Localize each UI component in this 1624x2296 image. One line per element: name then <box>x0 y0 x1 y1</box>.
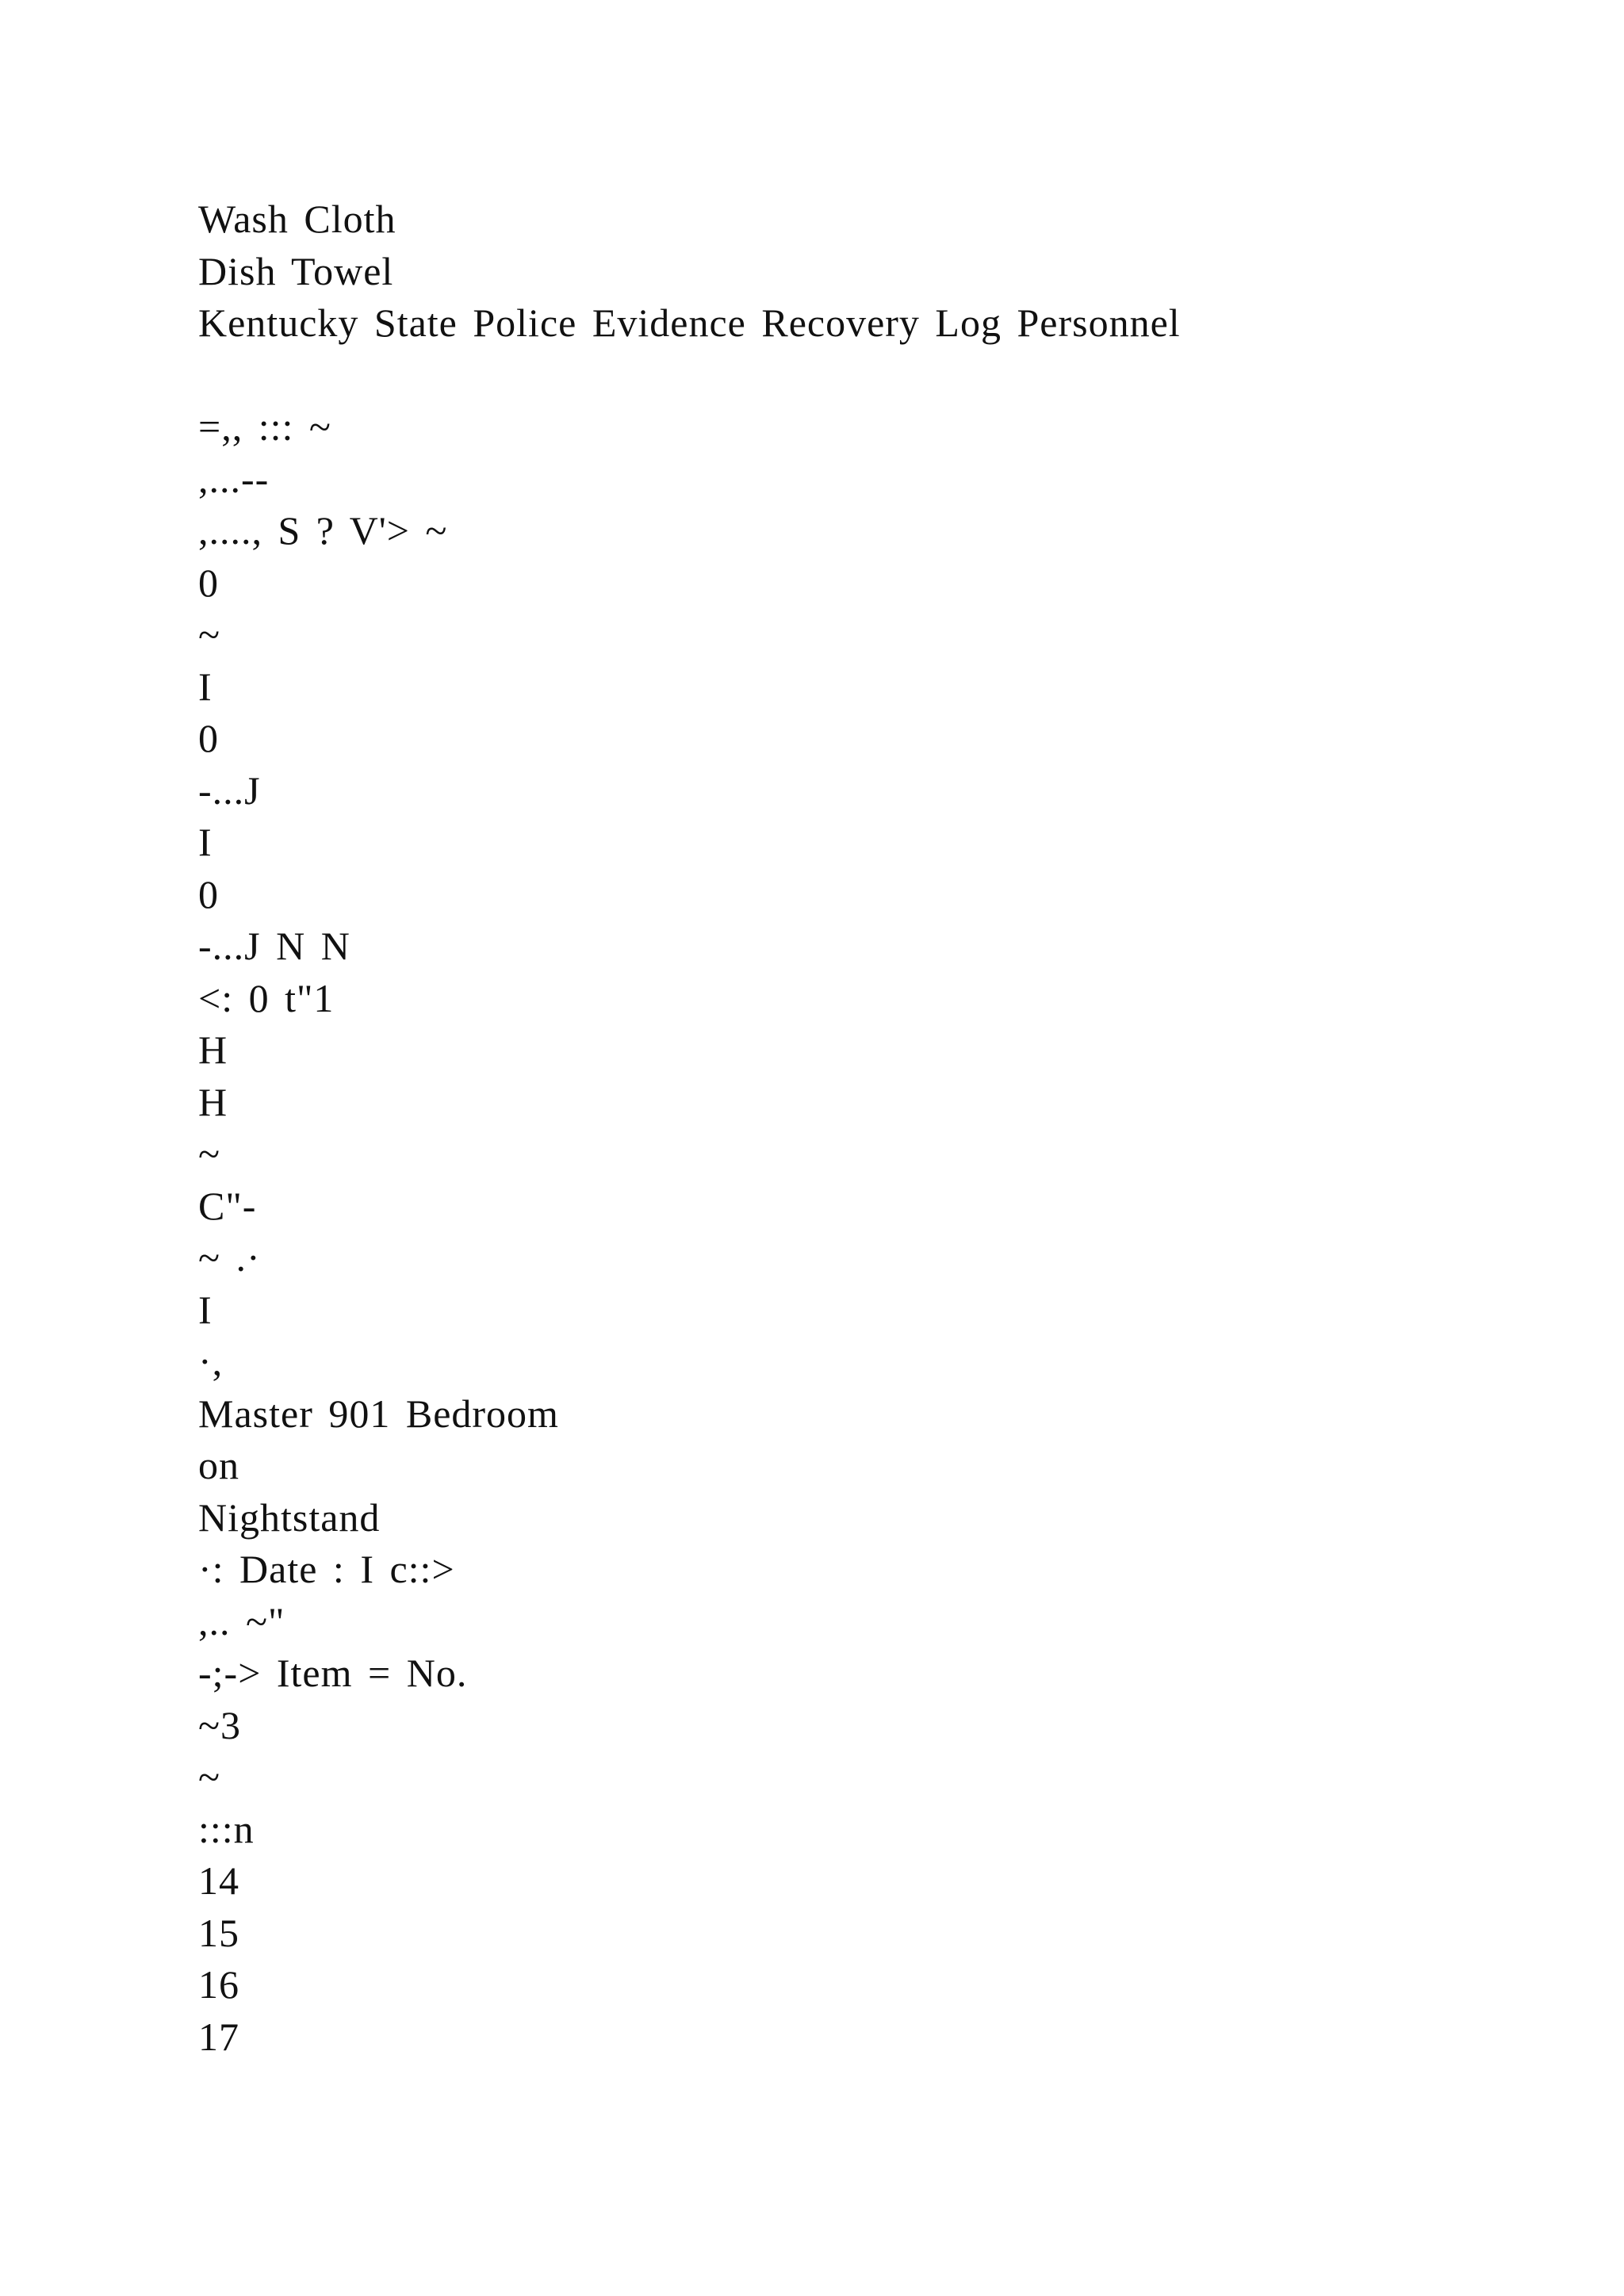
text-line: I <box>198 664 213 709</box>
text-line: -...J <box>198 767 261 813</box>
text-line: 0 <box>198 871 219 916</box>
text-line: ,...-- <box>198 456 270 501</box>
text-line: -;-> Item = No. <box>198 1651 468 1695</box>
text-line: -...J N N <box>198 924 350 968</box>
text-line: ,...., S ? V'> ~ <box>198 508 448 553</box>
text-line: ~3 <box>198 1702 242 1747</box>
text-line: 15 <box>198 1910 239 1955</box>
text-line: Wash Cloth <box>198 197 396 241</box>
text-line: 17 <box>198 2014 239 2059</box>
text-line: I <box>198 1287 213 1332</box>
text-line: on <box>198 1443 239 1487</box>
text-line: C"- <box>198 1183 257 1228</box>
document-text <box>198 193 1546 2063</box>
text-line: H <box>198 1027 228 1072</box>
text-line: 0 <box>198 560 219 605</box>
text-line: ·, <box>198 1339 224 1383</box>
text-line: :::n <box>198 1806 255 1851</box>
text-line: Nightstand <box>198 1494 381 1540</box>
text-line: ~ <box>198 612 221 656</box>
text-line: ·: Date : I c::> <box>198 1547 455 1591</box>
text-line: 16 <box>198 1962 239 2007</box>
text-line: ~ .· <box>198 1235 261 1280</box>
text-line: 0 <box>198 716 219 760</box>
text-line: <: 0 t"1 <box>198 975 335 1020</box>
text-line: ~ <box>198 1755 221 1799</box>
text-line: 14 <box>198 1858 239 1903</box>
text-line: ,.. ~" <box>198 1598 285 1644</box>
text-line: Kentucky State Police Evidence Recovery Log Personnel <box>198 300 1181 345</box>
text-line: H <box>198 1079 228 1124</box>
blank-line <box>198 350 1546 402</box>
text-line: Master 901 Bedroom <box>198 1391 559 1436</box>
text-line: Dish Towel <box>198 248 394 293</box>
text-line: ~ <box>198 1131 221 1176</box>
text-line: =,, ::: ~ <box>198 404 331 449</box>
text-line: I <box>198 820 213 864</box>
